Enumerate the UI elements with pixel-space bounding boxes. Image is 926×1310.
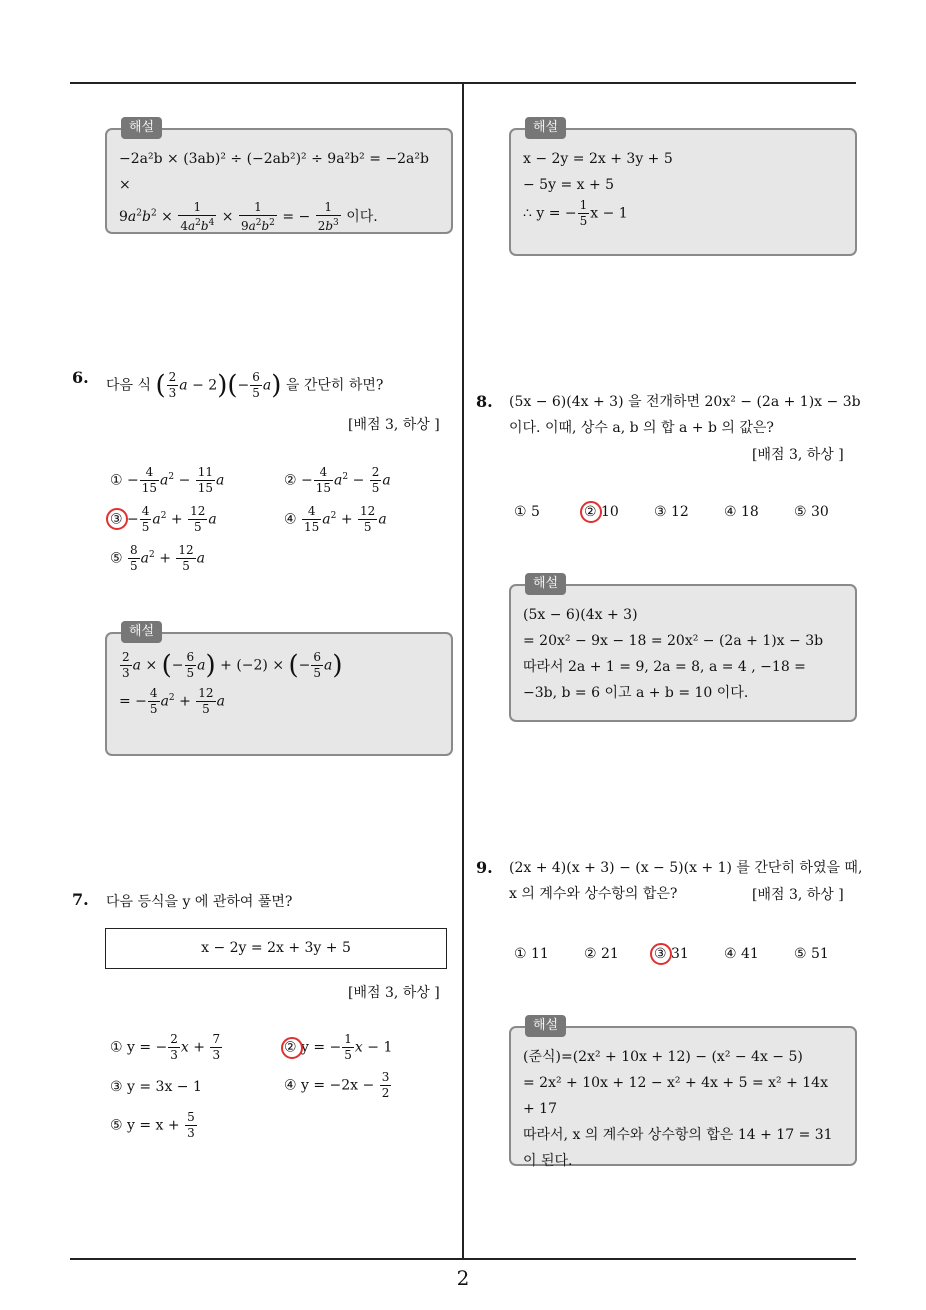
question-6-score: [배점 3, 하상 ]: [348, 417, 440, 433]
solution-line: 이 된다.: [523, 1153, 573, 1169]
question-9-line-2: x 의 계수와 상수항의 합은?: [509, 886, 678, 902]
q6-option-3[interactable]: ③ − $\frac{4}{5}$ $a^2$ + $\frac{12}{5}$ a: [110, 504, 217, 534]
solution-box-q8: [509, 576, 857, 722]
solution-label: 해설: [121, 621, 162, 643]
solution-line: = 2x² + 10x + 12 − x² + 4x + 5 = x² + 14x + 17: [523, 1075, 828, 1117]
solution-box-q5: [105, 120, 453, 234]
question-9-line-1: (2x + 4)(x + 3) − (x − 5)(x + 1) 를 간단히 하였을 때,: [509, 860, 863, 876]
solution-line: = 20x² − 9x − 18 = 20x² − (2a + 1)x − 3b: [523, 633, 824, 649]
solution-line-suffix: x − 1: [590, 205, 628, 222]
q9-option-3[interactable]: ③ 31: [654, 946, 689, 962]
q7-option-3[interactable]: [110, 1077, 202, 1097]
question-number-6: 6.: [72, 368, 89, 387]
answer-circle-q6: [106, 508, 128, 530]
solution-line: 따라서, x 의 계수와 상수항의 합은 14 + 17 = 31: [523, 1127, 833, 1143]
question-number-9: 9.: [476, 858, 493, 877]
solution-line-end: 이다.: [346, 209, 378, 225]
option-marker: ②: [284, 472, 297, 489]
solution-line-prefix: ∴ y = −: [523, 205, 577, 222]
solution-box-q7: [509, 120, 857, 256]
solution-line: 따라서 2a + 1 = 9, 2a = 8, a = 4 , −18 =: [523, 659, 806, 675]
solution-box-q6: [105, 624, 453, 756]
option-marker: ⑤: [110, 550, 123, 567]
answer-circle-q7: [281, 1037, 303, 1059]
solution-label: 해설: [525, 117, 566, 139]
answer-circle-q8: [580, 501, 602, 523]
page-number: 2: [456, 1266, 470, 1290]
solution-line: $\frac{2}{3}$ a × (− $\frac{6}{5}$ a) + (−2) × (− $\frac{6}{5}$ a): [122, 650, 343, 681]
solution-line: − 5y = x + 5: [523, 177, 615, 193]
q6-prefix: 다음 식: [106, 377, 152, 394]
q8-option-2[interactable]: ② 10: [584, 504, 619, 520]
question-8-line-2: 이다. 이때, 상수 a, b 의 합 a + b 의 값은?: [509, 420, 774, 436]
solution-label: 해설: [525, 1015, 566, 1037]
q6-option-1[interactable]: ① − $\frac{4}{15}$ $a^2$ − $\frac{11}{15}$ a: [110, 465, 225, 495]
solution-label: 해설: [121, 117, 162, 139]
question-8-score: [배점 3, 하상 ]: [752, 447, 844, 463]
solution-line: −3b, b = 6 이고 a + b = 10 이다.: [523, 685, 749, 701]
q6-option-4[interactable]: ④ $\frac{4}{15}$ $a^2$ + $\frac{12}{5}$ a: [284, 504, 387, 534]
q8-option-1[interactable]: ① 5: [514, 504, 540, 520]
q9-option-2[interactable]: ② 21: [584, 946, 619, 962]
q8-option-3[interactable]: ③ 12: [654, 504, 689, 520]
question-number-8: 8.: [476, 392, 493, 411]
option-marker: ④: [284, 511, 297, 528]
q6-option-5[interactable]: ⑤ $\frac{8}{5}$ $a^2$ + $\frac{12}{5}$ a: [110, 543, 206, 573]
option-marker: ①: [110, 472, 123, 489]
question-number-7: 7.: [72, 890, 89, 909]
solution-line: (준식)=(2x² + 10x + 12) − (x² − 4x − 5): [523, 1049, 803, 1065]
solution-line: ∴ y = − $\frac{1}{5}$ x − 1: [523, 198, 628, 228]
q7-option-5[interactable]: ⑤ y = x + $\frac{5}{3}$: [110, 1110, 195, 1140]
q6-option-2[interactable]: ② − $\frac{4}{15}$ $a^2$ − $\frac{2}{5}$ a: [284, 465, 391, 495]
bottom-rule: [70, 1258, 856, 1260]
solution-line: $9a^2b^2$ × $\frac{1}{4a^2b^4}$ × $\frac{1}{9a^2b^2}$ = − $\frac{1}{2b^3}$ 이다.: [119, 200, 378, 233]
answer-circle-q9: [650, 943, 672, 965]
solution-line: (5x − 6)(4x + 3): [523, 607, 638, 623]
q7-option-4[interactable]: ④ y = −2x − $\frac{3}{2}$: [284, 1070, 390, 1100]
question-9-score: [배점 3, 하상 ]: [752, 887, 844, 903]
question-7-text: 다음 등식을 y 에 관하여 풀면?: [106, 894, 293, 910]
q9-option-4[interactable]: ④ 41: [724, 946, 759, 962]
option-text: ① y = −: [110, 1039, 168, 1056]
question-8-line-1: (5x − 6)(4x + 3) 을 전개하면 20x² − (2a + 1)x − 3b: [509, 394, 861, 410]
q8-option-4[interactable]: ④ 18: [724, 504, 759, 520]
option-marker: ③: [110, 511, 123, 528]
equation-box: x − 2y = 2x + 3y + 5: [105, 928, 447, 969]
q9-option-1[interactable]: ① 11: [514, 946, 549, 962]
q9-option-5[interactable]: ⑤ 51: [794, 946, 829, 962]
column-divider: [462, 83, 464, 1259]
option-text: ③ y = 3x − 1: [110, 1079, 202, 1095]
q8-option-5[interactable]: ⑤ 30: [794, 504, 829, 520]
solution-line: = − $\frac{4}{5}$ $a^2$ + $\frac{12}{5}$ a: [119, 686, 225, 717]
solution-box-q9: [509, 1018, 857, 1169]
q6-suffix: 을 간단히 하면?: [285, 377, 384, 394]
question-7-score: [배점 3, 하상 ]: [348, 985, 440, 1001]
solution-line: −2a²b × (3ab)² ÷ (−2ab²)² ÷ 9a²b² = −2a²b ×: [119, 151, 429, 193]
solution-line: x − 2y = 2x + 3y + 5: [523, 151, 673, 167]
option-text: ⑤ y = x +: [110, 1117, 180, 1134]
solution-label: 해설: [525, 573, 566, 595]
q7-option-2[interactable]: ② y = − $\frac{1}{5}$ x − 1: [284, 1032, 393, 1062]
question-6-text: 다음 식 ( $\frac{2}{3}$ a − 2)(− $\frac{6}{5}$ a) 을 간단히 하면?: [106, 370, 384, 401]
option-text: ④ y = −2x −: [284, 1077, 375, 1094]
q7-option-1[interactable]: ① y = − $\frac{2}{3}$ x + $\frac{7}{3}$: [110, 1032, 221, 1062]
option-text: ② y = −: [284, 1039, 342, 1056]
